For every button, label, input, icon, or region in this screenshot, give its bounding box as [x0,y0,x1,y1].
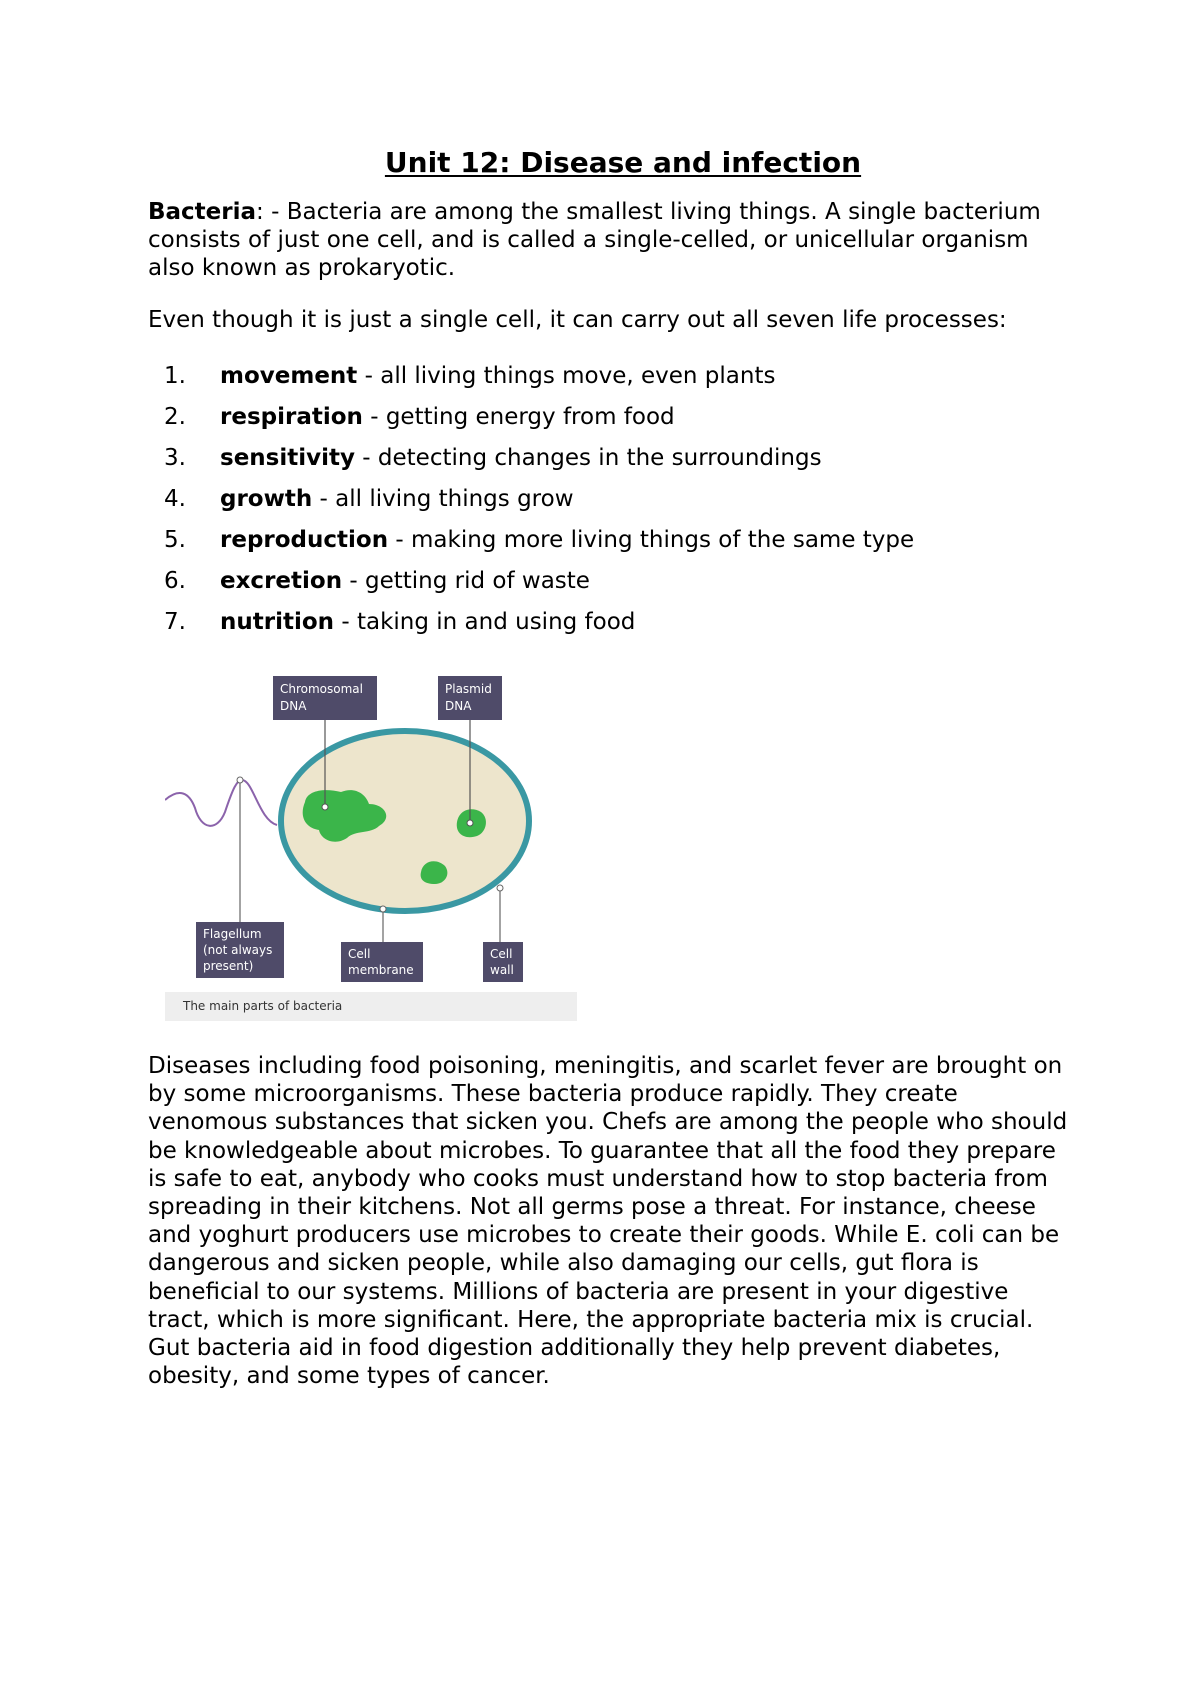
list-number: 1. [164,363,186,389]
flagellum-shape [165,780,277,826]
membrane-leader-dot [380,906,386,912]
wall-label-line1: Cell [490,947,513,961]
chromosomal-leader-dot [322,804,328,810]
intro-paragraph [148,198,1073,282]
flagellum-label-line2: (not always [203,943,273,957]
process-term: excretion [220,568,343,594]
process-description: - making more living things of the same type [388,527,915,553]
bacteria-diagram [165,670,577,1022]
chromosomal-dna-label [273,676,377,720]
membrane-label-line2: membrane [348,963,414,977]
process-term: respiration [220,404,363,430]
process-description: - all living things move, even plants [357,363,776,389]
cell-wall-label [483,942,523,982]
wall-label-line2: wall [490,963,514,977]
plasmid-label-line1: Plasmid [445,682,492,696]
intro-term: Bacteria [148,199,257,225]
process-description: - taking in and using food [334,609,636,635]
process-term: movement [220,363,358,389]
bacteria-diagram-svg [165,670,577,992]
chromosomal-label-line2: DNA [280,699,307,713]
plasmid-dna-label [438,676,502,720]
wall-leader-dot [497,885,503,891]
list-item [148,485,1048,526]
list-number: 5. [164,527,186,553]
process-term: nutrition [220,609,335,635]
flagellum-label-line1: Flagellum [203,927,262,941]
list-item [148,403,1048,444]
list-number: 7. [164,609,186,635]
life-processes-lead: Even though it is just a single cell, it can carry out all seven life processes: [148,307,1007,333]
chromosomal-label-line1: Chromosomal [280,682,363,696]
flagellum-leader-dot [237,777,243,783]
page-title: Unit 12: Disease and infection [384,146,862,179]
process-description: - getting energy from food [362,404,675,430]
list-item [148,362,1048,403]
process-term: growth [220,486,313,512]
diagram-caption: The main parts of bacteria [183,999,343,1013]
cell-membrane-label [341,942,423,982]
membrane-label-line1: Cell [348,947,371,961]
list-number: 4. [164,486,186,512]
flagellum-label [196,922,284,978]
process-description: - all living things grow [312,486,574,512]
intro-separator: : - [256,199,287,225]
flagellum-label-line3: present) [203,959,254,973]
plasmid-leader-dot [467,820,473,826]
list-number: 2. [164,404,186,430]
plasmid-label-line2: DNA [445,699,472,713]
process-term: reproduction [220,527,389,553]
process-term: sensitivity [220,445,355,471]
list-number: 3. [164,445,186,471]
list-number: 6. [164,568,186,594]
process-description: - getting rid of waste [342,568,590,594]
intro-text: Bacteria are among the smallest living things. A single bacterium consists of just one cell, and is called a single-celled, or unicellular organism also known as prokaryotic. [148,199,1041,281]
process-description: - detecting changes in the surroundings [354,445,822,471]
life-processes-list [148,362,1048,649]
diseases-paragraph: Diseases including food poisoning, meningitis, and scarlet fever are brought on by some microorganisms. These bacteria produce rapidly. They create venomous substances that sicken you. Chefs are among the people who should be knowledgeable about microbes. To guarantee that all the food they prepare is safe to eat, anybody who cooks must understand how to stop bacteria from spreading in their kitchens. Not all germs pose a threat. For instance, cheese and yoghurt producers use microbes to create their goods. While E. coli can be dangerous and sicken people, while also damaging our cells, gut flora is beneficial to our systems. Millions of bacteria are present in your digestive tract, which is more significant. Here, the appropriate bacteria mix is crucial. Gut bacteria aid in food digestion additionally they help prevent diabetes, obesity, and some types of cancer. [148,1053,1068,1390]
diagram-caption-bar [165,992,577,1021]
list-item [148,608,1048,649]
list-item [148,567,1048,608]
list-item [148,526,1048,567]
list-item [148,444,1048,485]
